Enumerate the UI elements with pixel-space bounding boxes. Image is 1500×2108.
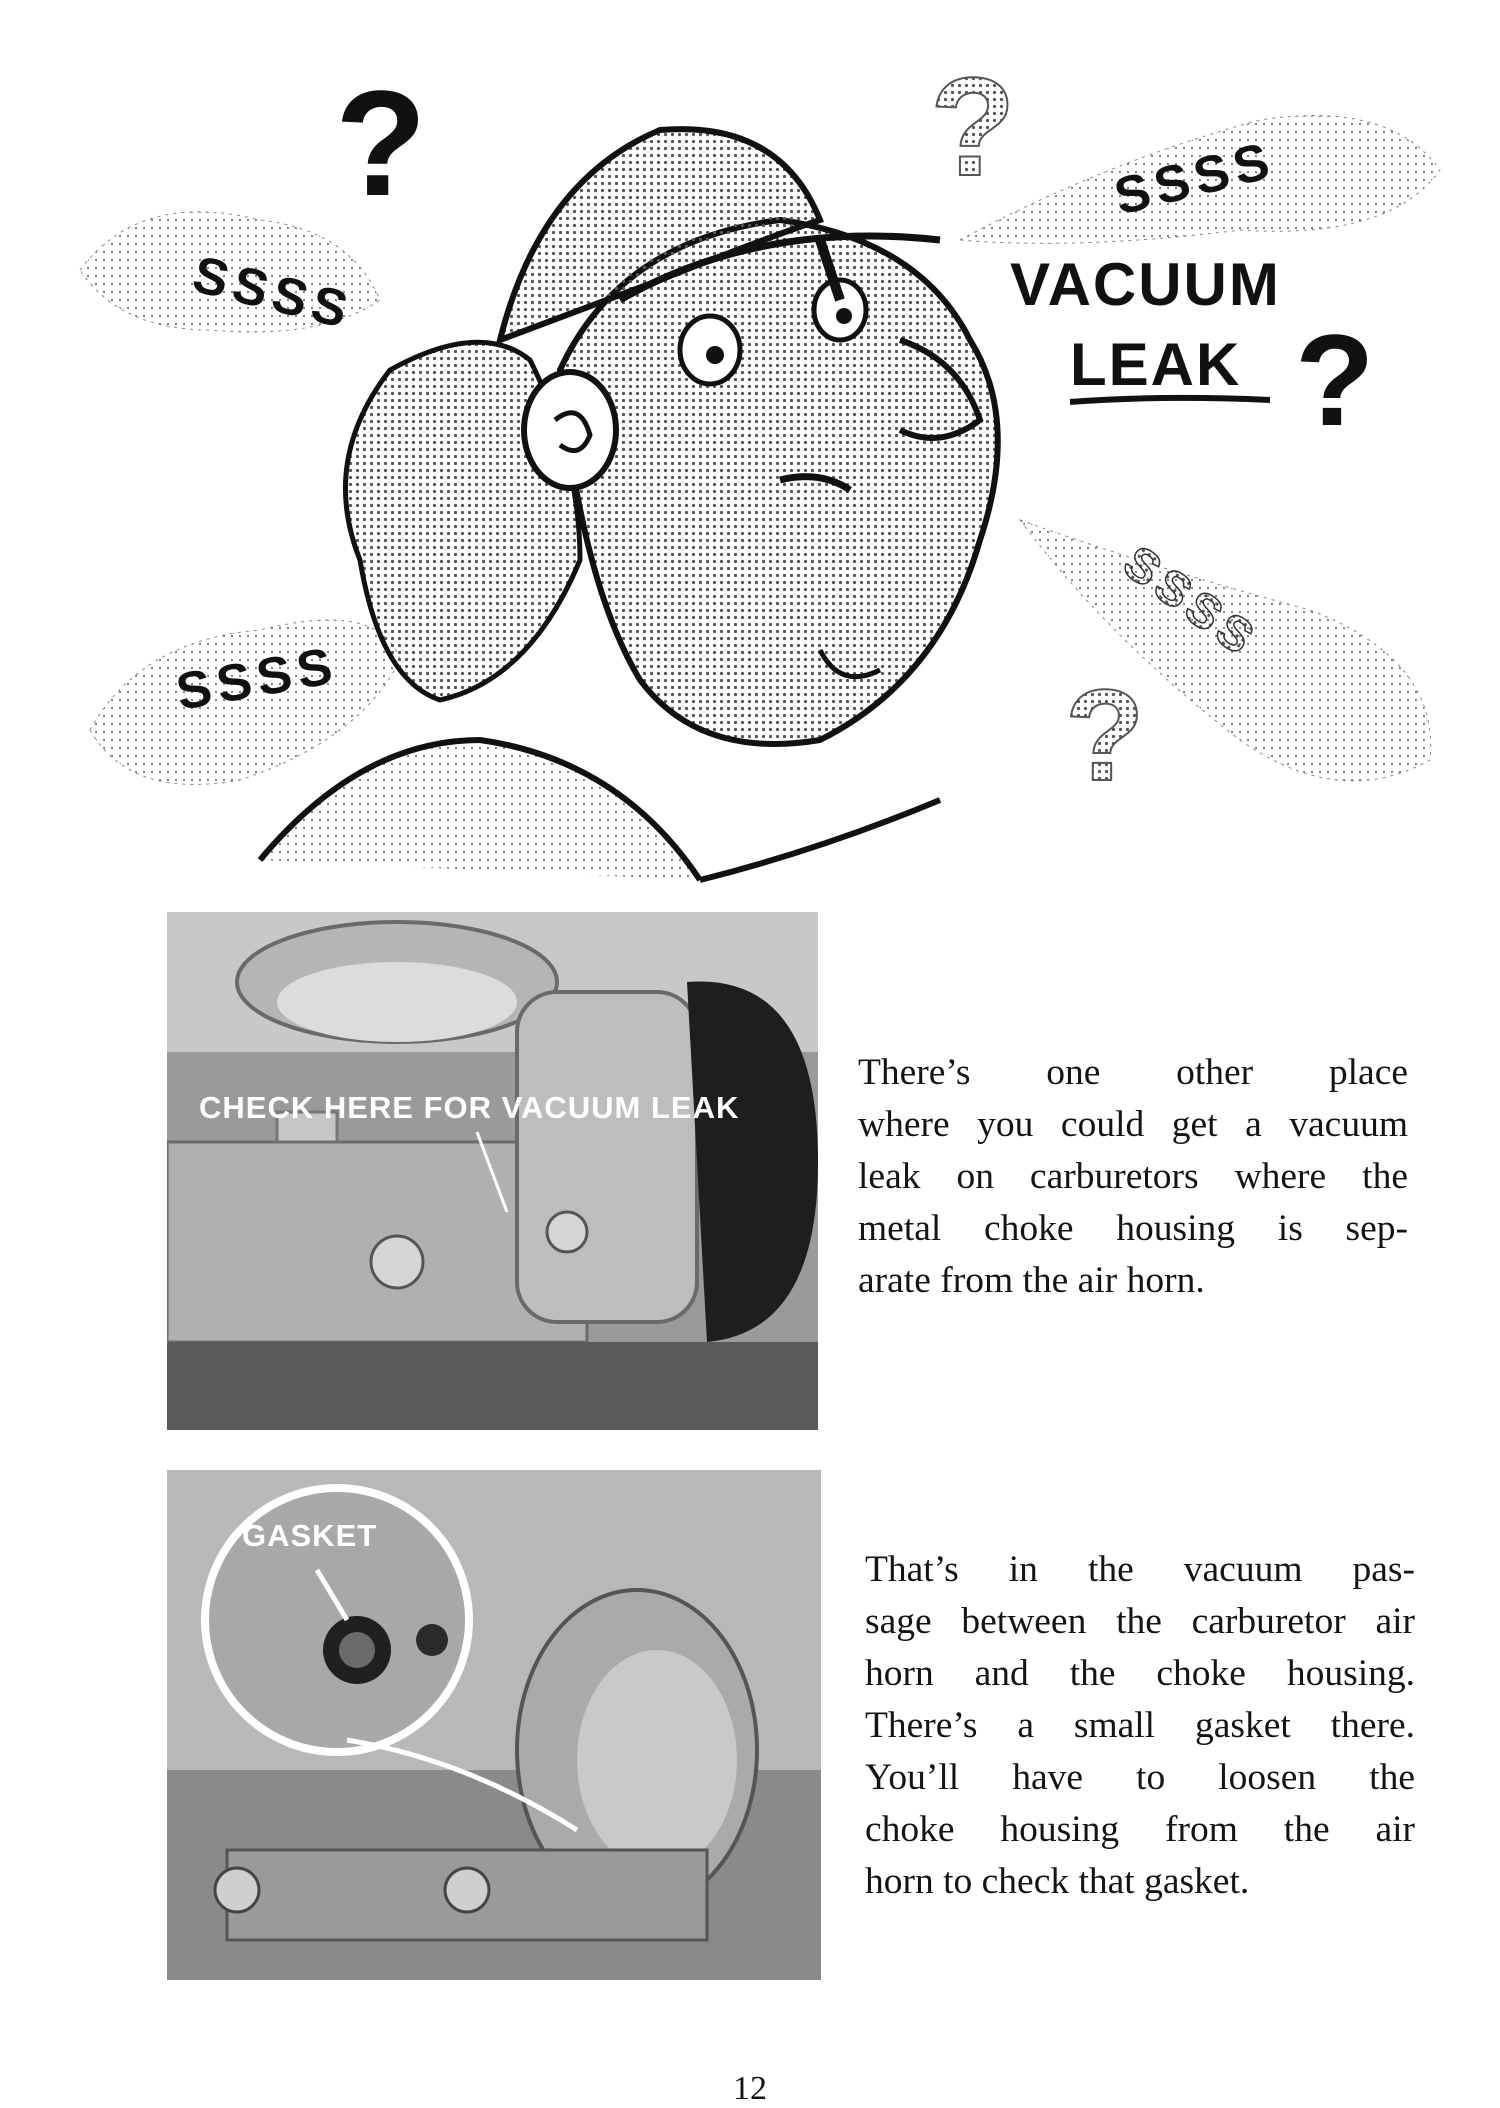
paragraph-vacuum-passage	[865, 1544, 1415, 1908]
question-mark-right: ?	[1295, 307, 1375, 453]
paragraph-line: sage between the carburetor air	[865, 1601, 1415, 1642]
paragraph-line: horn to check that gasket.	[865, 1861, 1250, 1902]
hiss-text-left-bottom: SSSS	[172, 636, 343, 722]
vacuum-leak-cartoon	[60, 40, 1450, 900]
paragraph-line: That’s in the vacuum pas-	[865, 1549, 1415, 1590]
cartoon-man-figure	[260, 129, 998, 880]
carburetor-photo-image	[167, 912, 818, 1430]
paragraph-line: metal choke housing is sep-	[858, 1208, 1408, 1249]
heading-vacuum: VACUUM	[1010, 251, 1281, 318]
carburetor-photo-gasket	[167, 1470, 821, 1980]
paragraph-other-place	[858, 1047, 1408, 1307]
photo-label-gasket: GASKET	[242, 1518, 378, 1553]
paragraph-line: There’s one other place	[858, 1052, 1408, 1093]
hiss-text-left-top: SSSS	[187, 245, 360, 342]
paragraph-line: where you could get a vacuum	[858, 1104, 1408, 1145]
photo-label-check-here: CHECK HERE FOR VACUUM LEAK	[199, 1090, 740, 1125]
paragraph-line: leak on carburetors where the	[858, 1156, 1408, 1197]
hiss-text-right-top: SSSS	[1108, 130, 1281, 227]
paragraph-line: There’s a small gasket there.	[865, 1705, 1415, 1746]
heading-underline	[1070, 398, 1270, 402]
hiss-text-right-bottom: SSSS	[1113, 536, 1268, 669]
question-mark-top-center: ?	[930, 48, 1016, 205]
question-mark-bottom-right: ?	[1065, 662, 1145, 808]
paragraph-line: You’ll have to loosen the	[865, 1757, 1415, 1798]
question-mark-top-left: ?	[335, 59, 427, 227]
heading-leak: LEAK	[1070, 331, 1242, 398]
paragraph-line: arate from the air horn.	[858, 1260, 1205, 1301]
paragraph-line: horn and the choke housing.	[865, 1653, 1415, 1694]
paragraph-line: choke housing from the air	[865, 1809, 1415, 1850]
page-number: 12	[733, 2070, 767, 2107]
carburetor-photo-choke-housing	[167, 912, 818, 1430]
